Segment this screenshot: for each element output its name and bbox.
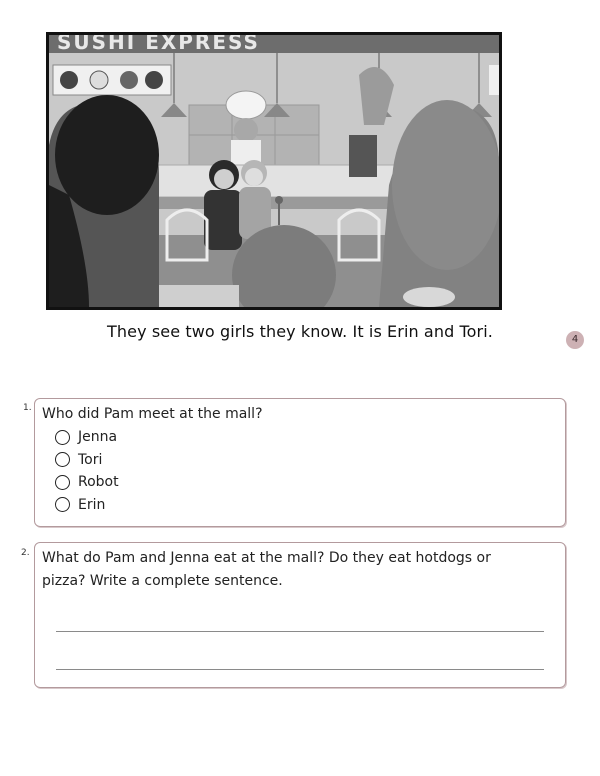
option-jenna[interactable]	[55, 426, 119, 449]
option-label: Tori	[78, 451, 103, 468]
option-erin[interactable]	[55, 494, 119, 517]
story-illustration	[46, 32, 502, 310]
question-2-text-line-1: What do Pam and Jenna eat at the mall? Do they eat hotdogs or	[42, 550, 491, 566]
question-1-text: Who did Pam meet at the mall?	[42, 406, 263, 422]
question-2-number: 2.	[21, 548, 30, 558]
answer-line-2[interactable]	[56, 669, 544, 670]
radio-button[interactable]	[55, 430, 70, 445]
option-label: Erin	[78, 496, 106, 513]
option-label: Jenna	[78, 429, 118, 446]
radio-button[interactable]	[55, 452, 70, 467]
story-caption: They see two girls they know. It is Erin and Tori.	[107, 322, 493, 341]
radio-button[interactable]	[55, 497, 70, 512]
option-tori[interactable]	[55, 449, 119, 472]
question-1-number: 1.	[23, 403, 32, 413]
answer-line-1[interactable]	[56, 631, 544, 632]
mall-scene-drawing	[49, 35, 499, 307]
question-1-box	[34, 398, 566, 527]
option-robot[interactable]	[55, 471, 119, 494]
option-label: Robot	[78, 474, 119, 491]
page-number-badge: 4	[566, 331, 584, 349]
answer-options	[55, 426, 119, 516]
question-2-text-line-2: pizza? Write a complete sentence.	[42, 573, 283, 589]
sushi-express-sign: SUSHI EXPRESS	[57, 35, 260, 54]
question-2-box	[34, 542, 566, 688]
radio-button[interactable]	[55, 475, 70, 490]
